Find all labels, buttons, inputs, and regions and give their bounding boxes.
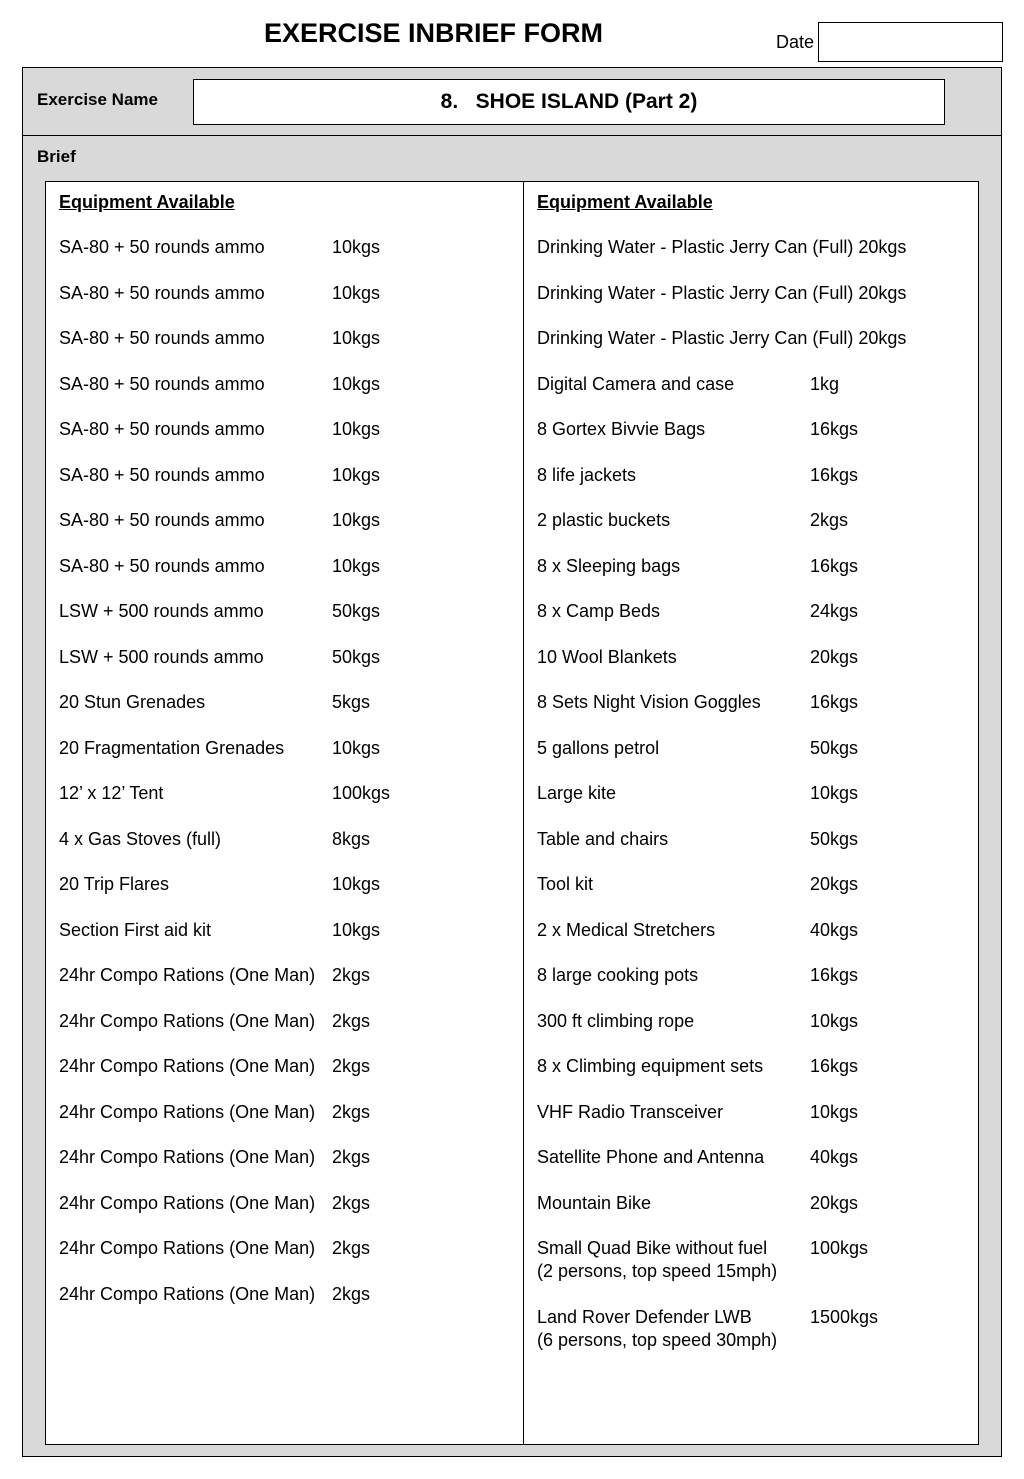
exercise-name-field[interactable]: 8. SHOE ISLAND (Part 2) — [193, 79, 945, 125]
equipment-panel-right — [523, 181, 979, 1445]
equipment-item-name: Section First aid kit — [59, 919, 212, 940]
equipment-item-weight: 16kgs — [810, 464, 859, 485]
equipment-item — [537, 1101, 957, 1147]
equipment-item — [59, 418, 499, 441]
equipment-item-weight: 2kgs — [332, 1010, 371, 1031]
equipment-item — [59, 1237, 499, 1260]
equipment-heading-right: Equipment Available — [537, 192, 713, 212]
equipment-item — [59, 327, 499, 350]
equipment-item-name: 24hr Compo Rations (One Man) — [59, 1101, 316, 1122]
equipment-item — [59, 919, 499, 942]
equipment-item-weight: 16kgs — [810, 965, 859, 985]
equipment-item-note: (6 persons, top speed 30mph) — [537, 1329, 778, 1350]
equipment-item-weight: 8kgs — [332, 828, 371, 849]
equipment-item-weight: 50kgs — [332, 601, 381, 621]
equipment-item-name: SA-80 + 50 rounds ammo — [59, 282, 265, 303]
equipment-item-name: 24hr Compo Rations (One Man) — [59, 1010, 316, 1031]
equipment-item-name: 300 ft climbing rope — [537, 1010, 695, 1031]
equipment-item — [537, 1306, 957, 1352]
equipment-item — [59, 782, 499, 805]
equipment-item — [537, 1055, 957, 1101]
equipment-item-name: 8 Sets Night Vision Goggles — [537, 692, 761, 712]
equipment-item — [59, 964, 499, 987]
equipment-item — [59, 1101, 499, 1124]
equipment-item-weight: 50kgs — [332, 646, 381, 667]
equipment-item-weight: 24kgs — [810, 601, 859, 621]
equipment-item — [537, 327, 957, 373]
equipment-item — [59, 509, 499, 532]
equipment-item-name: 8 life jackets — [537, 464, 637, 485]
equipment-item — [59, 737, 499, 760]
equipment-item — [537, 646, 957, 692]
equipment-item — [537, 1192, 957, 1238]
equipment-item — [537, 418, 957, 464]
equipment-item-name: SA-80 + 50 rounds ammo — [59, 464, 265, 485]
equipment-item-weight: 10kgs — [332, 328, 381, 348]
equipment-item — [537, 236, 957, 282]
equipment-item-name: SA-80 + 50 rounds ammo — [59, 510, 265, 530]
equipment-item-name: Digital Camera and case — [537, 373, 735, 394]
equipment-item — [59, 464, 499, 487]
equipment-item-name: 20 Trip Flares — [59, 874, 170, 894]
equipment-item-weight: 2kgs — [332, 1192, 371, 1213]
equipment-item-weight: 1kg — [810, 373, 840, 394]
equipment-item-weight: 10kgs — [332, 419, 381, 439]
equipment-item-name: Drinking Water - Plastic Jerry Can (Full) 20kgs — [537, 237, 907, 257]
equipment-item — [59, 646, 499, 669]
equipment-panel-left — [45, 181, 524, 1445]
equipment-item-weight: 10kgs — [810, 1010, 859, 1031]
equipment-item-name: Drinking Water - Plastic Jerry Can (Full) 20kgs — [537, 328, 907, 348]
equipment-item-name: Mountain Bike — [537, 1192, 652, 1213]
brief-label: Brief — [37, 147, 76, 166]
equipment-item-note: (2 persons, top speed 15mph) — [537, 1261, 778, 1281]
equipment-item-name: SA-80 + 50 rounds ammo — [59, 555, 265, 576]
equipment-item-name: SA-80 + 50 rounds ammo — [59, 419, 265, 439]
equipment-item — [537, 782, 957, 828]
equipment-item-weight: 50kgs — [810, 737, 859, 758]
equipment-item-name: 24hr Compo Rations (One Man) — [59, 1056, 316, 1076]
equipment-item-name: Satellite Phone and Antenna — [537, 1147, 765, 1167]
equipment-item — [59, 1146, 499, 1169]
equipment-item-weight: 100kgs — [810, 1238, 869, 1258]
equipment-item-weight: 10kgs — [332, 874, 381, 894]
equipment-item — [59, 236, 499, 259]
equipment-item-name: Table and chairs — [537, 828, 669, 849]
equipment-item-name: Large kite — [537, 783, 617, 803]
equipment-item-weight: 10kgs — [810, 783, 859, 803]
equipment-item-name: 5 gallons petrol — [537, 737, 660, 758]
equipment-item-weight: 16kgs — [810, 1056, 859, 1076]
equipment-item-weight: 40kgs — [810, 919, 859, 940]
equipment-item-name: 8 x Sleeping bags — [537, 555, 681, 576]
equipment-item — [537, 964, 957, 1010]
equipment-item-weight: 16kgs — [810, 555, 859, 576]
equipment-item — [537, 828, 957, 874]
equipment-item-weight: 10kgs — [332, 919, 381, 940]
equipment-item — [59, 828, 499, 851]
equipment-item-name: 20 Stun Grenades — [59, 692, 206, 712]
equipment-item-name: 12’ x 12’ Tent — [59, 783, 164, 803]
equipment-item-weight: 10kgs — [332, 237, 381, 257]
equipment-item — [537, 555, 957, 601]
equipment-item-name: 2 x Medical Stretchers — [537, 919, 716, 940]
equipment-item-weight: 2kgs — [332, 1283, 371, 1304]
equipment-item-name: 8 large cooking pots — [537, 965, 699, 985]
equipment-item-weight: 10kgs — [810, 1101, 859, 1122]
equipment-item-name: 2 plastic buckets — [537, 510, 671, 530]
equipment-item-name: Small Quad Bike without fuel — [537, 1238, 768, 1258]
equipment-item-weight: 16kgs — [810, 692, 859, 712]
equipment-item-weight: 40kgs — [810, 1147, 859, 1167]
equipment-item-weight: 5kgs — [332, 692, 371, 712]
equipment-item-name: 24hr Compo Rations (One Man) — [59, 1147, 316, 1167]
equipment-item — [537, 691, 957, 737]
equipment-item-name: 24hr Compo Rations (One Man) — [59, 1192, 316, 1213]
equipment-item-name: 4 x Gas Stoves (full) — [59, 828, 222, 849]
equipment-item-name: 24hr Compo Rations (One Man) — [59, 1238, 316, 1258]
equipment-item-weight: 20kgs — [810, 1192, 859, 1213]
form-title: EXERCISE INBRIEF FORM — [264, 18, 604, 48]
equipment-item-weight: 10kgs — [332, 737, 381, 758]
equipment-item — [537, 873, 957, 919]
equipment-item-name: LSW + 500 rounds ammo — [59, 646, 264, 667]
equipment-heading-left: Equipment Available — [59, 192, 235, 212]
equipment-item-weight: 10kgs — [332, 282, 381, 303]
equipment-item — [59, 1055, 499, 1078]
equipment-item-weight: 16kgs — [810, 419, 859, 439]
equipment-item-name: LSW + 500 rounds ammo — [59, 601, 264, 621]
equipment-item-weight: 100kgs — [332, 783, 391, 803]
equipment-item-weight: 20kgs — [810, 646, 859, 667]
equipment-item-name: SA-80 + 50 rounds ammo — [59, 328, 265, 348]
equipment-item-name: Drinking Water - Plastic Jerry Can (Full) 20kgs — [537, 282, 907, 303]
equipment-item-weight: 10kgs — [332, 464, 381, 485]
equipment-item-name: Land Rover Defender LWB — [537, 1306, 752, 1327]
equipment-item — [59, 600, 499, 623]
equipment-item — [59, 555, 499, 578]
equipment-item-weight: 1500kgs — [810, 1306, 879, 1327]
equipment-item — [537, 509, 957, 555]
equipment-item — [537, 282, 957, 328]
equipment-item — [59, 1192, 499, 1215]
equipment-item-weight: 2kgs — [332, 965, 371, 985]
date-field[interactable] — [818, 22, 1003, 62]
equipment-item-weight: 2kgs — [810, 510, 849, 530]
equipment-item — [537, 737, 957, 783]
equipment-item-name: 10 Wool Blankets — [537, 646, 677, 667]
equipment-item-weight: 10kgs — [332, 510, 381, 530]
equipment-item-name: 8 x Camp Beds — [537, 601, 661, 621]
equipment-item — [537, 1146, 957, 1192]
equipment-item-name: 24hr Compo Rations (One Man) — [59, 1283, 316, 1304]
equipment-item — [59, 873, 499, 896]
equipment-item-weight: 20kgs — [810, 874, 859, 894]
equipment-item — [537, 1237, 957, 1283]
equipment-item — [537, 1010, 957, 1056]
equipment-item-weight: 2kgs — [332, 1101, 371, 1122]
equipment-item-name: 8 x Climbing equipment sets — [537, 1056, 764, 1076]
equipment-item-name: 24hr Compo Rations (One Man) — [59, 965, 316, 985]
date-label: Date — [776, 32, 815, 52]
equipment-item-name: Tool kit — [537, 874, 594, 894]
equipment-item-weight: 50kgs — [810, 828, 859, 849]
exercise-name-label: Exercise Name — [37, 90, 158, 109]
equipment-item-weight: 10kgs — [332, 373, 381, 394]
equipment-item — [59, 282, 499, 305]
equipment-item — [59, 373, 499, 396]
equipment-item — [59, 1283, 499, 1306]
equipment-item — [59, 1010, 499, 1033]
section-divider — [23, 135, 1001, 136]
equipment-item — [537, 919, 957, 965]
equipment-item-name: 8 Gortex Bivvie Bags — [537, 419, 706, 439]
equipment-item-weight: 2kgs — [332, 1056, 371, 1076]
equipment-item — [537, 464, 957, 510]
equipment-item — [59, 691, 499, 714]
equipment-item-weight: 2kgs — [332, 1238, 371, 1258]
equipment-item — [537, 600, 957, 646]
equipment-item-weight: 2kgs — [332, 1147, 371, 1167]
equipment-item-weight: 10kgs — [332, 555, 381, 576]
equipment-item-name: SA-80 + 50 rounds ammo — [59, 237, 265, 257]
equipment-item-name: VHF Radio Transceiver — [537, 1101, 724, 1122]
equipment-item — [537, 373, 957, 419]
equipment-item-name: 20 Fragmentation Grenades — [59, 737, 285, 758]
equipment-item-name: SA-80 + 50 rounds ammo — [59, 373, 265, 394]
